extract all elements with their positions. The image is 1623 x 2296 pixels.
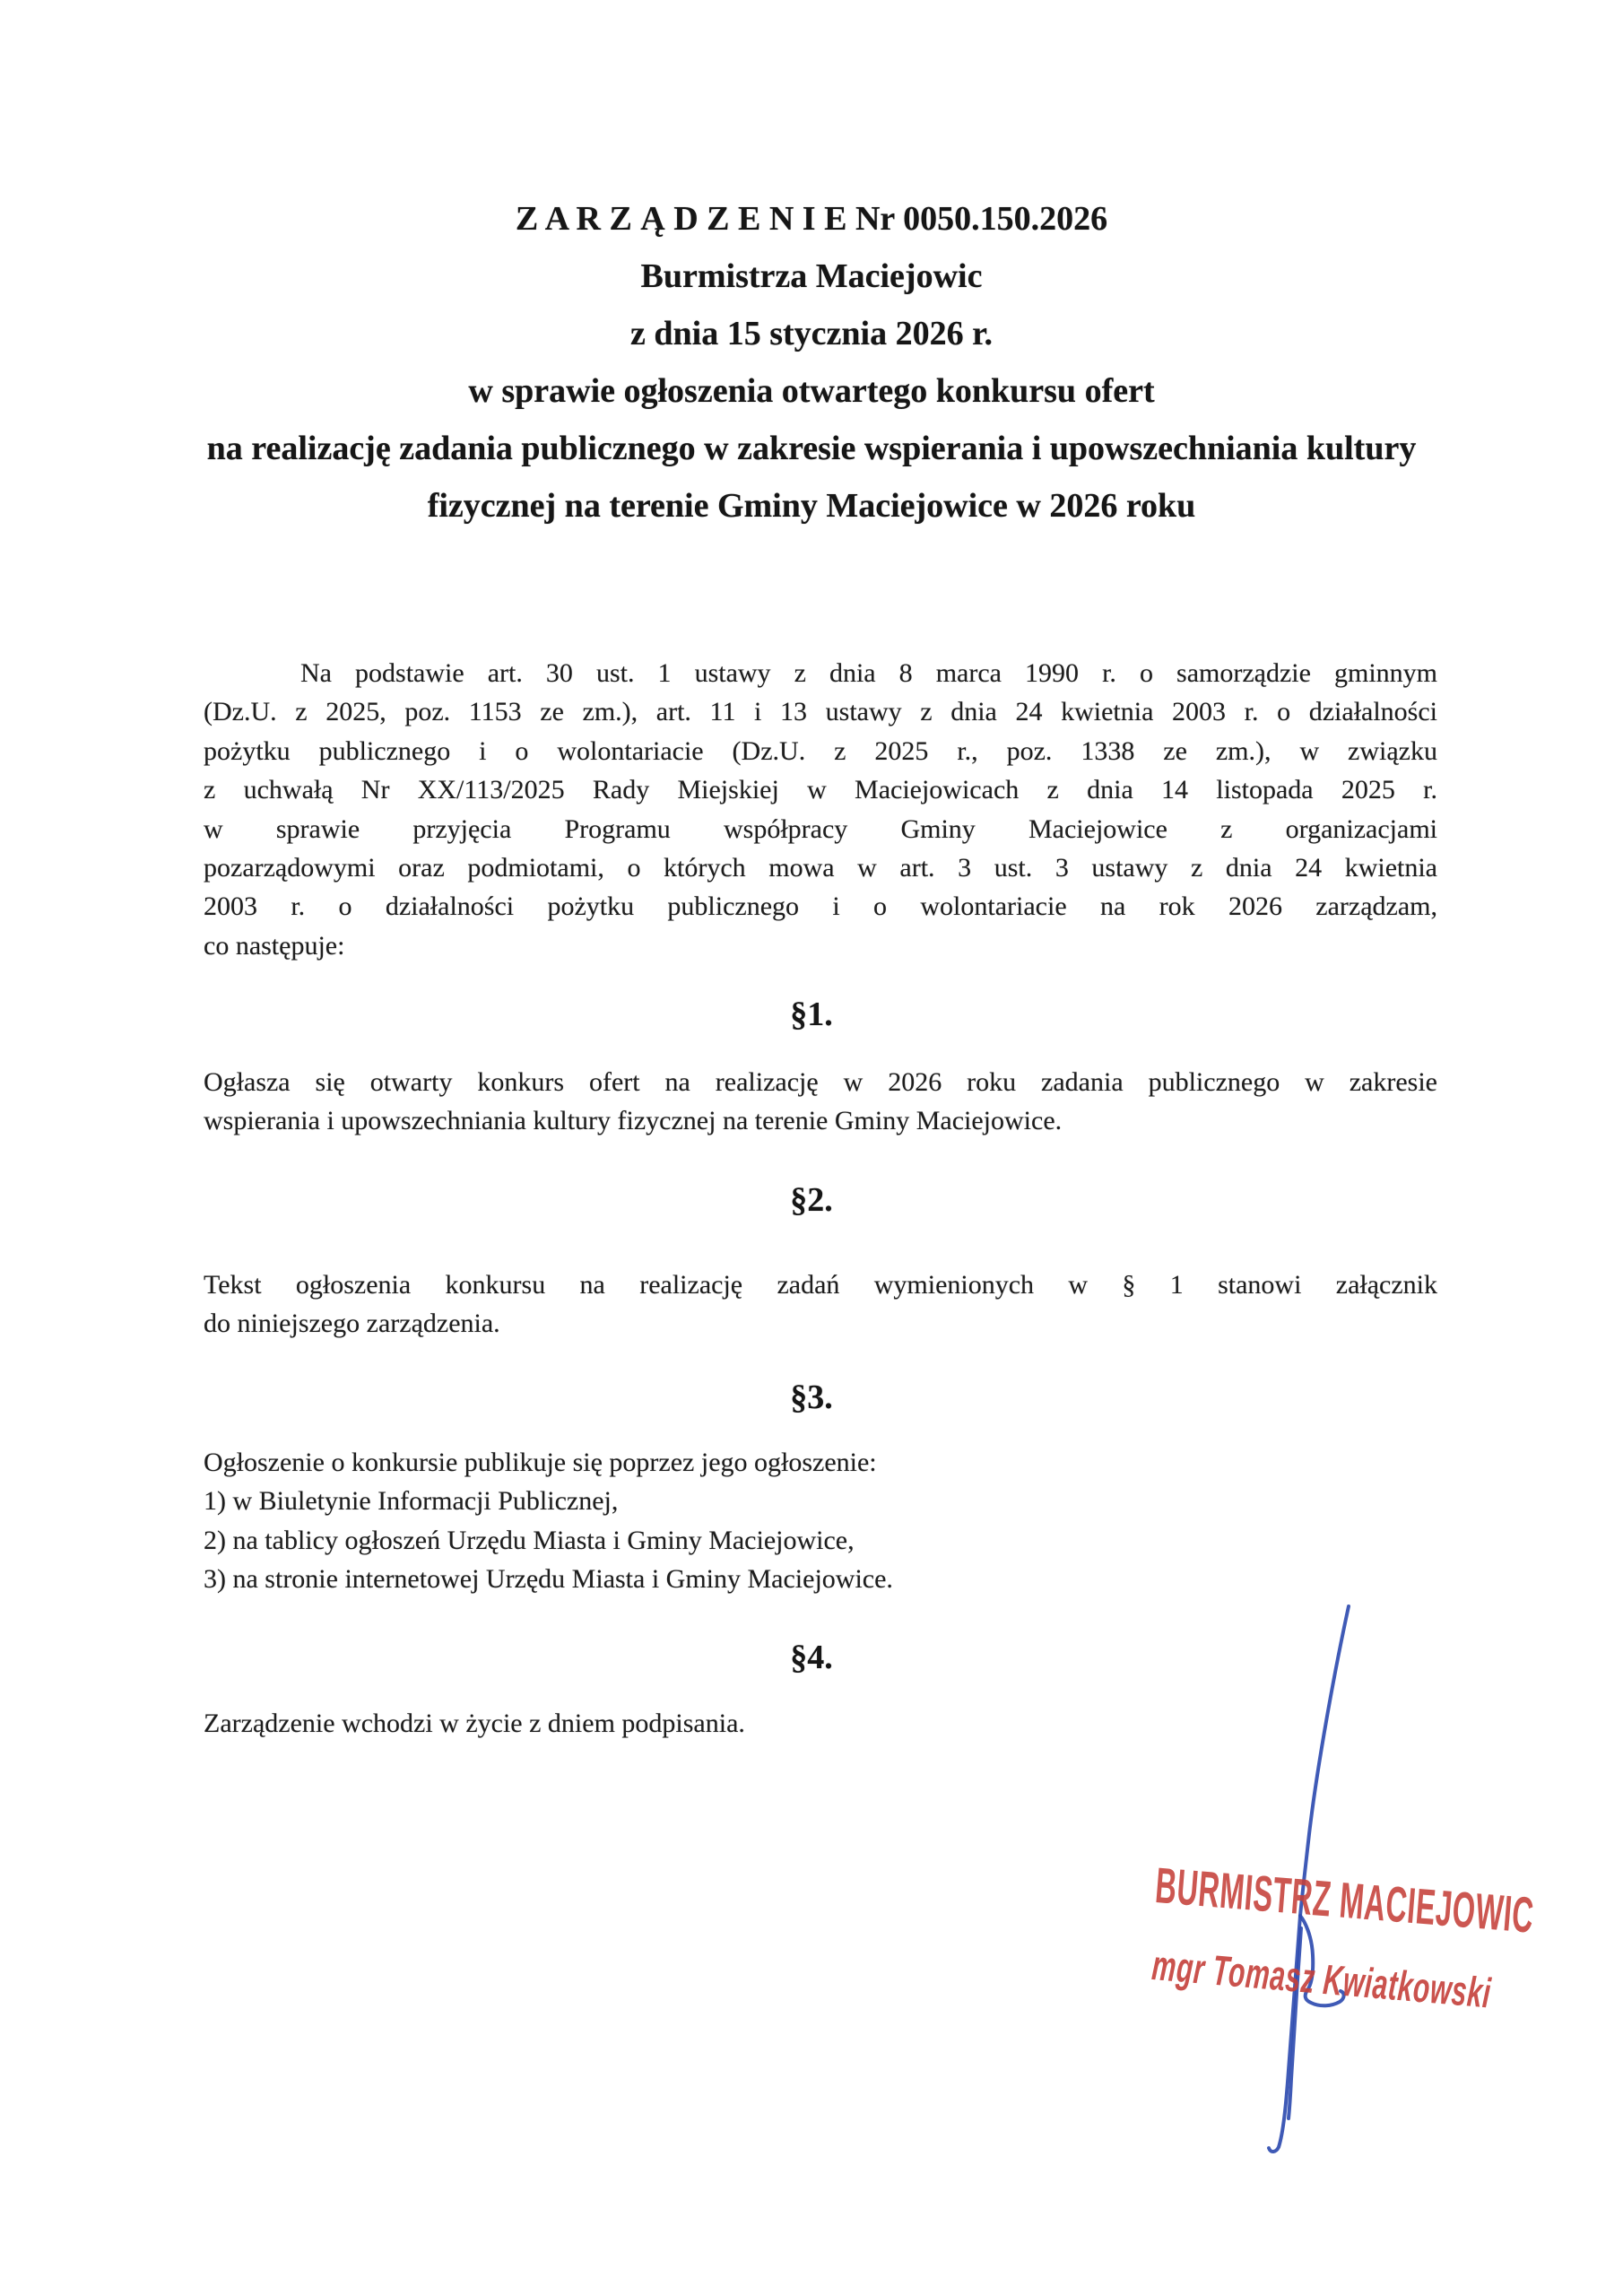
section-3-line: Ogłoszenie o konkursie publikuje się poprzez jego ogłoszenie: xyxy=(204,1448,877,1477)
title-line-number: Z A R Z Ą D Z E N I E Nr 0050.150.2026 xyxy=(515,200,1108,238)
section-3-list-item: 3) na stronie internetowej Urzędu Miasta i Gminy Maciejowice. xyxy=(204,1564,893,1595)
preamble-line: Na podstawie art. 30 ust. 1 ustawy z dnia 8 marca 1990 r. o samorządzie gminnym xyxy=(300,658,1437,688)
title-line-subject-2: na realizację zadania publicznego w zakresie wspierania i upowszechniania kultury xyxy=(206,430,1417,467)
title-line-subject-3: fizycznej na terenie Gminy Maciejowice w 2026 roku xyxy=(427,487,1196,525)
section-2-line: Tekst ogłoszenia konkursu na realizację zadań wymienionych w § 1 stanowi załącznik xyxy=(204,1270,1437,1300)
preamble-line: z uchwałą Nr XX/113/2025 Rady Miejskiej w Maciejowicach z dnia 14 listopada 2025 r. xyxy=(204,775,1437,805)
section-4-line: Zarządzenie wchodzi w życie z dniem podpisania. xyxy=(204,1709,745,1738)
section-2-line: do niniejszego zarządzenia. xyxy=(204,1309,500,1339)
preamble xyxy=(204,654,1437,965)
section-2-text xyxy=(204,1265,1437,1344)
section-4-heading: §4. xyxy=(790,1639,833,1676)
preamble-line: co następuje: xyxy=(204,930,345,961)
mayor-stamp-name: mgr Tomasz Kwiatkowski xyxy=(1150,1941,1493,2017)
title-line-subject-1: w sprawie ogłoszenia otwartego konkursu ofert xyxy=(468,372,1155,410)
preamble-line: pożytku publicznego i o wolontariacie (Dz.U. z 2025 r., poz. 1338 ze zm.), w związku xyxy=(204,735,1437,766)
preamble-line: pozarządowymi oraz podmiotami, o których mowa w art. 3 ust. 3 ustawy z dnia 24 kwietnia xyxy=(204,853,1437,883)
section-3-heading: §3. xyxy=(790,1378,833,1416)
section-1-line: Ogłasza się otwarty konkurs ofert na realizację w 2026 roku zadania publicznego w zakresie xyxy=(204,1067,1437,1097)
section-2-heading: §2. xyxy=(790,1181,833,1219)
section-1-line: wspierania i upowszechniania kultury fizycznej na terenie Gminy Maciejowice. xyxy=(204,1106,1063,1136)
section-4-text xyxy=(204,1704,1437,1743)
title-line-issuer: Burmistrza Maciejowic xyxy=(640,257,983,295)
section-3-list-item: 1) w Biuletynie Informacji Publicznej, xyxy=(204,1486,619,1517)
section-1-text xyxy=(204,1063,1437,1141)
section-1-heading: §1. xyxy=(790,996,833,1033)
title-line-date: z dnia 15 stycznia 2026 r. xyxy=(630,315,993,352)
section-3-list-item: 2) na tablicy ogłoszeń Urzędu Miasta i Gminy Maciejowice, xyxy=(204,1525,855,1555)
mayor-stamp-title: BURMISTRZ MACIEJOWIC xyxy=(1153,1857,1536,1944)
preamble-line: (Dz.U. z 2025, poz. 1153 ze zm.), art. 11 i 13 ustawy z dnia 24 kwietnia 2003 r. o działalności xyxy=(204,697,1437,727)
section-3-text xyxy=(204,1443,1437,1599)
preamble-line: 2003 r. o działalności pożytku publicznego i o wolontariacie na rok 2026 zarządzam, xyxy=(204,891,1437,922)
preamble-line: w sprawie przyjęcia Programu współpracy Gminy Maciejowice z organizacjami xyxy=(204,813,1437,844)
